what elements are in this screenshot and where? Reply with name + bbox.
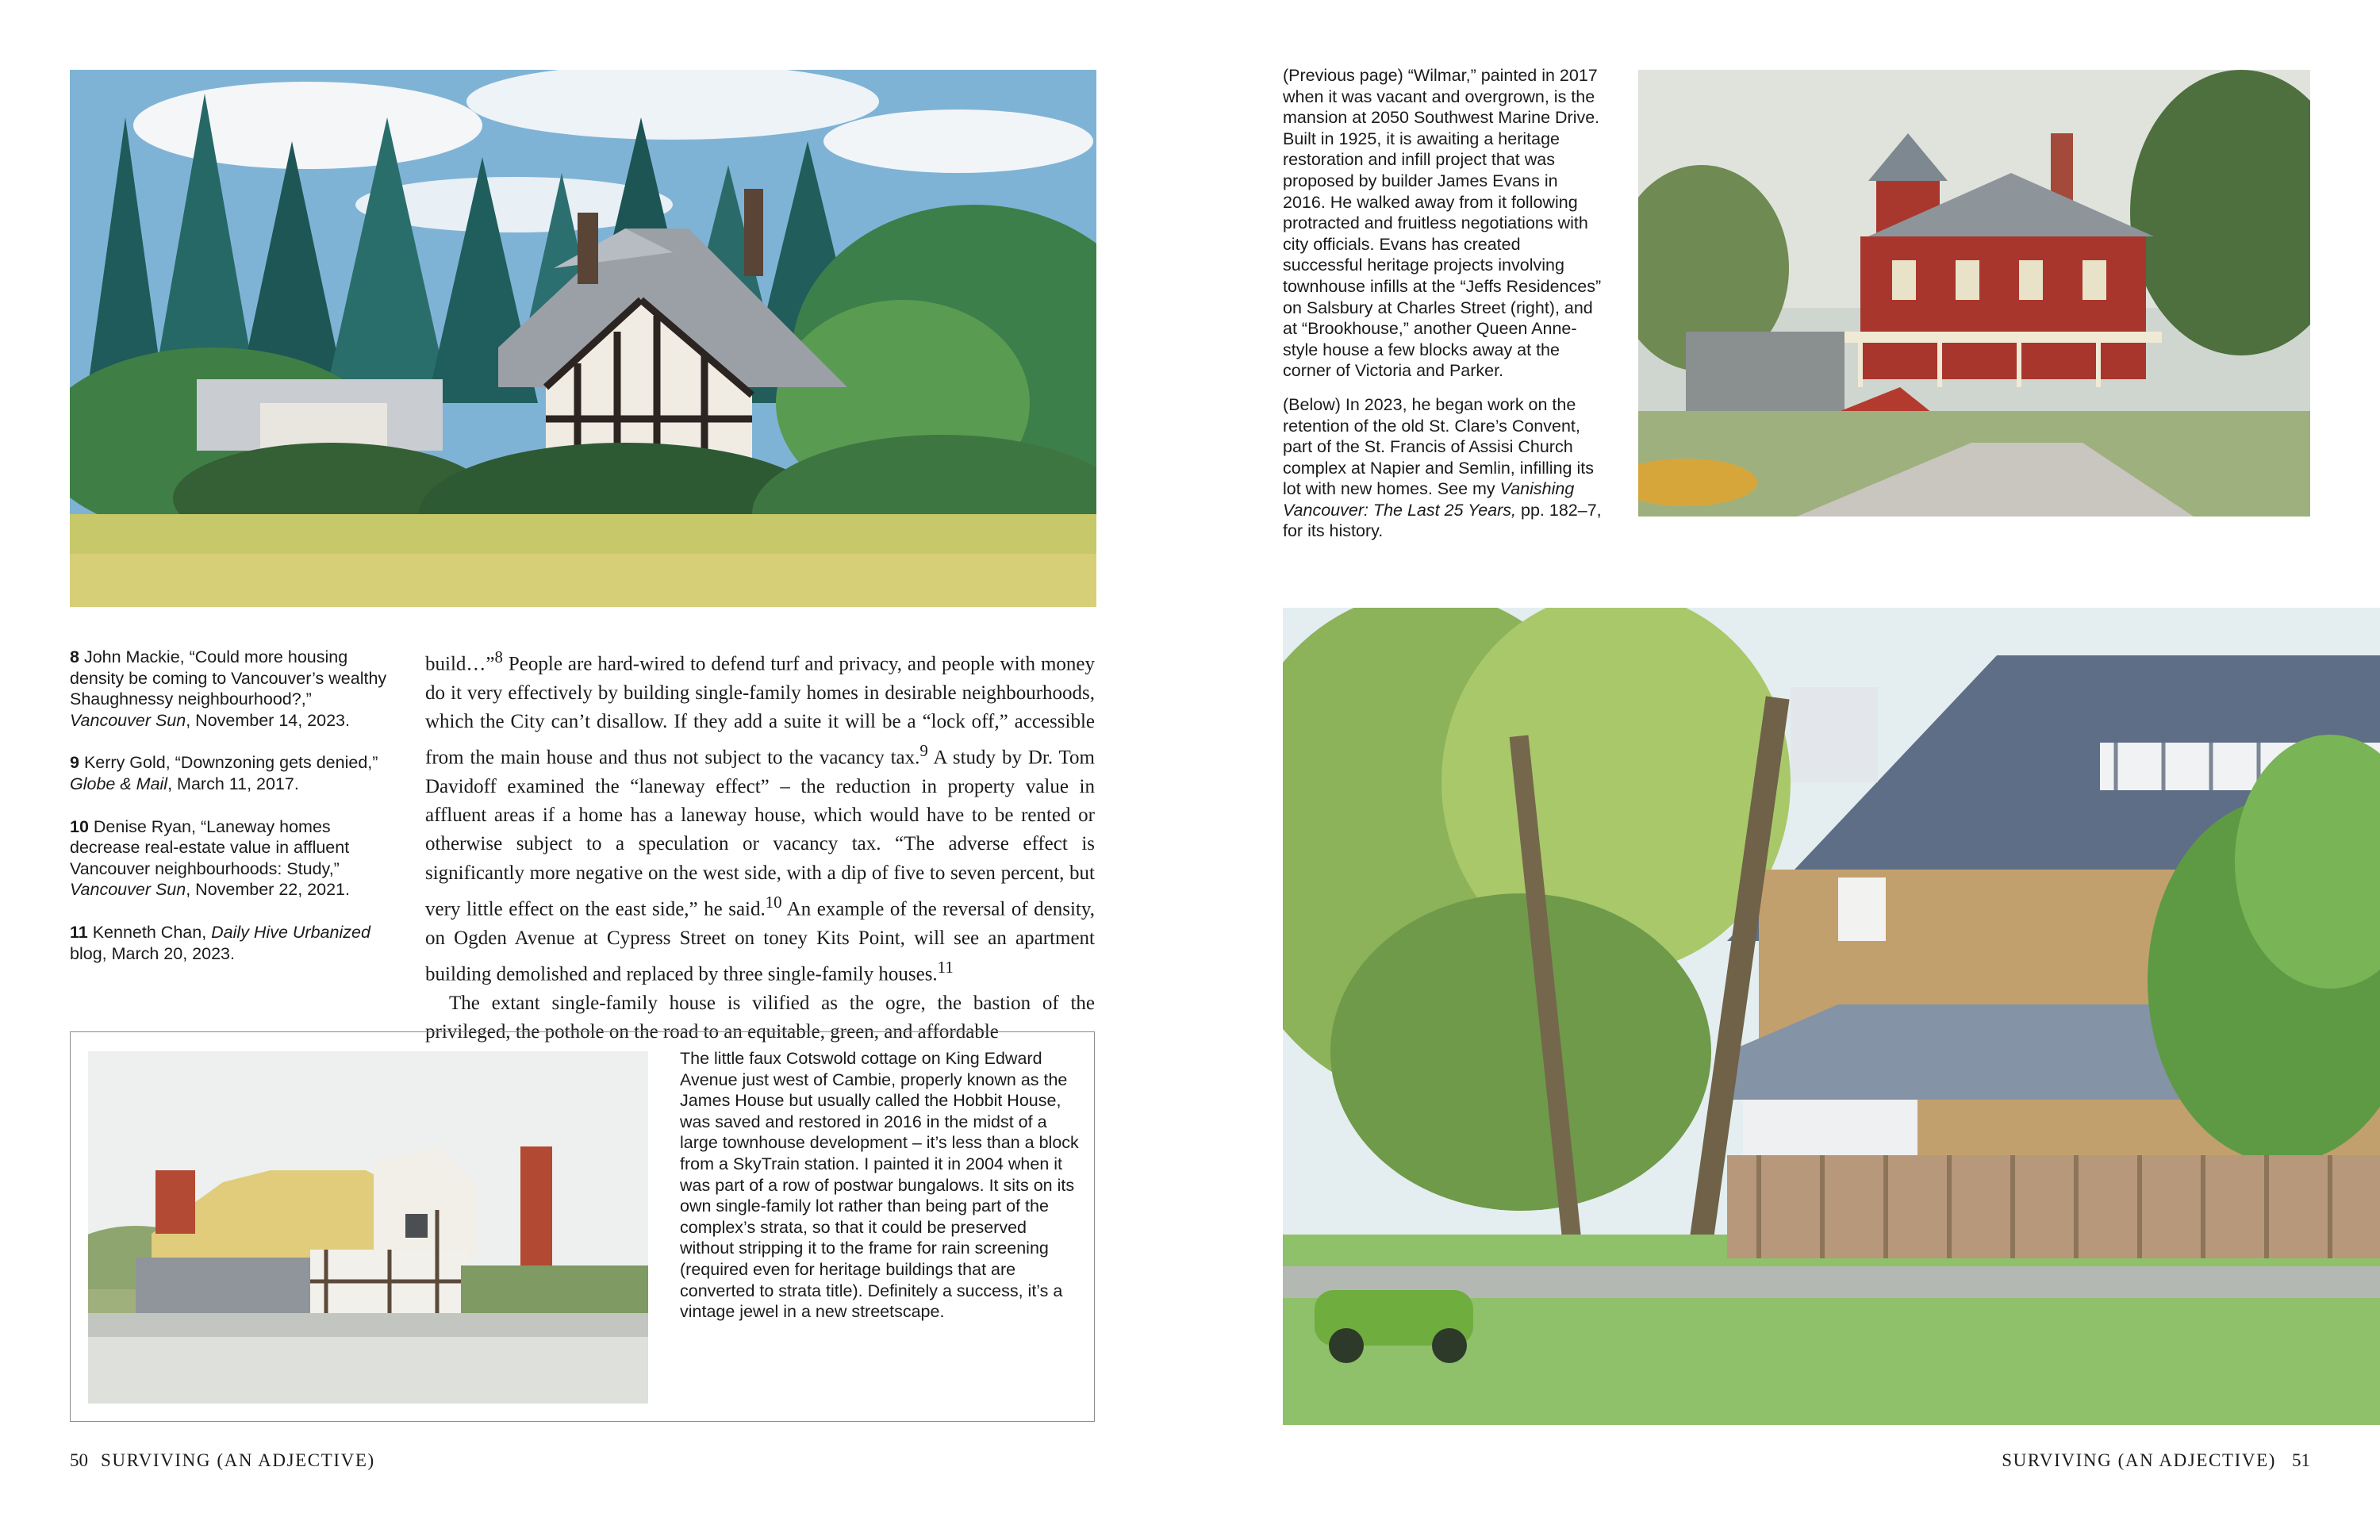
hobbit-house-painting <box>88 1051 648 1404</box>
right-page-captions <box>1283 65 1604 555</box>
footnote-ref-8: 8 <box>494 647 503 666</box>
body-text <box>425 643 1095 1047</box>
footnote-9: 9 Kerry Gold, “Downzoning gets denied,” Globe & Mail, March 11, 2017. <box>70 753 378 793</box>
left-page-folio <box>70 1450 375 1471</box>
footnote-10: 10 Denise Ryan, “Laneway homes decrease real-estate value in affluent Vancouver neighbourhoods: Study,” Vancouver Sun, November 22, 2021. <box>70 816 350 900</box>
footnote-8: 8 John Mackie, “Could more housing density be coming to Vancouver’s wealthy Shaughnessy neighbourhood?,” Vancouver Sun, November 14, 2023. <box>70 647 387 730</box>
right-page-folio <box>2002 1450 2310 1471</box>
hobbit-house-caption: The little faux Cotswold cottage on King Edward Avenue just west of Cambie, properly known as the James House but usually called the Hobbit House, was saved and restored in 2016 in the midst of a large townhouse development – it’s less than a block from a SkyTrain station. I painted it in 2004 when it was part of a row of postwar bungalows. It sits on its own single-family lot rather than being part of the complex’s strata, so that it could be preserved without stripping it to the frame for rain screening (required even for heritage buildings that are converted to strata title). Definitely a success, it’s a vintage jewel in a new streetscape. <box>680 1049 1079 1322</box>
page-number-left: 50 <box>70 1450 88 1470</box>
footnote-ref-10: 10 <box>765 893 782 912</box>
book-title: Vanishing Vancouver: The Last 25 Years, <box>1283 479 1575 520</box>
footnotes <box>70 647 395 985</box>
hobbit-house-sidebar <box>70 1031 1095 1422</box>
jeffs-residences-painting <box>1638 70 2310 517</box>
convent-caption: (Below) In 2023, he began work on the retention of the old St. Clare’s Convent, part of the St. Francis of Assisi Church complex at Napier and Semlin, infilling its lot with new homes. See my Vanishing Vancouver: The Last 25 Years, pp. 182–7, for its history. <box>1283 394 1602 541</box>
running-head-right: SURVIVING (AN ADJECTIVE) <box>2002 1450 2276 1470</box>
jeffs-residences-caption: (Previous page) “Wilmar,” painted in 2017 when it was vacant and overgrown, is the mansion at 2050 Southwest Marine Drive. Built in 1925, it is awaiting a heritage restoration and infill project that was proposed by builder James Evans in 2016. He walked away from it following protracted and fruitless negotiations with city officials. Evans has created successful heritage projects involving townhouse infills at the “Jeffs Residences” on Salsbury at Charles Street (right), and at “Brookhouse,” another Queen Anne-style house a few blocks away at the corner of Victoria and Parker. <box>1283 66 1602 381</box>
body-paragraph-2: The extant single-family house is vilified as the ogre, the bastion of the privileged, the pothole on the road to an equitable, green, and affordable <box>425 992 1095 1043</box>
footnote-11: 11 Kenneth Chan, Daily Hive Urbanized blog, March 20, 2023. <box>70 922 370 963</box>
footnote-ref-11: 11 <box>937 957 954 977</box>
footnote-ref-9: 9 <box>919 741 928 761</box>
wilmar-painting <box>70 70 1096 607</box>
running-head-left: SURVIVING (AN ADJECTIVE) <box>101 1450 375 1470</box>
body-paragraph-1: build…”$^8$ People are hard-wired to defend turf and privacy, and people with money do it very effectively by building single-family homes in desirable neighbourhoods, which the City can’t disallow. If they add a suite it will be a “lock off,” accessible from the main house and thus not subject to the vacancy tax.$^9$ A study by Dr. Tom Davidoff examined the “laneway effect” – the reduction in property value in affluent areas if a home has a laneway house, which would have to be rented or otherwise subject to a speculation or vacancy tax. “The adverse effect is significantly more negative on the west side, with a dip of five to seven percent, but very little effect on the east side,” he said.$^{10}$ An example of the reversal of density, on Ogden Avenue at Cypress Street on toney Kits Point, will see an apartment building demolished and replaced by three single-family houses.$^{11}$ <box>425 647 1095 985</box>
st-clares-convent-painting <box>1283 608 2380 1425</box>
page-number-right: 51 <box>2292 1450 2310 1470</box>
